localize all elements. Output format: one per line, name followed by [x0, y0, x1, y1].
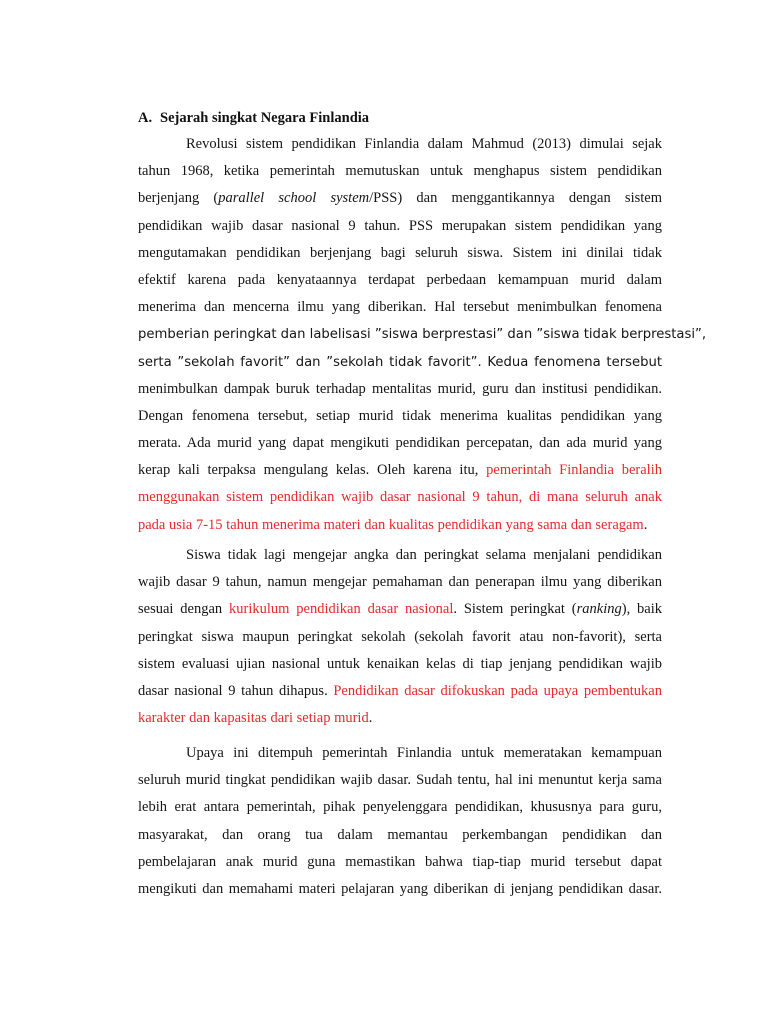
paragraph-line: [138, 457, 662, 484]
text-run: kerap kali terpaksa mengulang kelas. Oleh karena itu,: [138, 462, 487, 479]
paragraph-line: menimbulkan dampak buruk terhadap mentalitas murid, guru dan institusi pendidikan.: [138, 380, 662, 397]
highlighted-text: pada usia 7-15 tahun menerima materi dan kualitas pendidikan yang sama dan seragam: [138, 516, 644, 533]
paragraph-3: [138, 740, 662, 903]
paragraph-line: mengikuti dan memahami materi pelajaran yang diberikan di jenjang pendidikan dasar.: [138, 880, 662, 897]
section-number: A.: [138, 110, 153, 126]
paragraph-line: [138, 596, 662, 623]
text-run: dasar nasional 9 tahun dihapus.: [138, 682, 334, 699]
text-run: /PSS) dan menggantikannya dengan sistem: [369, 190, 662, 207]
highlighted-text: Pendidikan dasar difokuskan pada upaya pembentukan: [333, 682, 662, 699]
paragraph-line: masyarakat, dan orang tua dalam memantau perkembangan pendidikan dan: [138, 826, 662, 843]
paragraph-line: pemberian peringkat dan labelisasi ”siswa berprestasi” dan ”siswa tidak berprestasi”,: [138, 327, 707, 343]
paragraph-line: seluruh murid tingkat pendidikan wajib dasar. Sudah tentu, hal ini menuntut kerja sama: [138, 772, 662, 789]
italic-term: parallel school system: [218, 190, 370, 207]
paragraph-line: Revolusi sistem pendidikan Finlandia dalam Mahmud (2013) dimulai sejak: [186, 136, 662, 152]
paragraph-line: peringkat siswa maupun peringkat sekolah (sekolah favorit atau non-favorit), serta: [138, 628, 662, 645]
paragraph-line: Upaya ini ditempuh pemerintah Finlandia untuk memeratakan kemampuan: [186, 745, 662, 761]
text-run: ), baik: [621, 601, 663, 618]
paragraph-2: [138, 542, 662, 732]
paragraph-line: efektif karena pada kenyataannya terdapat perbedaan kemampuan murid dalam: [138, 271, 662, 288]
paragraph-line: [138, 512, 662, 539]
paragraph-1: [138, 131, 707, 539]
section-heading: [138, 110, 369, 127]
paragraph-line: merata. Ada murid yang dapat mengikuti pendidikan percepatan, dan ada murid yang: [138, 435, 662, 452]
paragraph-line: pembelajaran anak murid guna memastikan bahwa tiap-tiap murid tersebut dapat: [138, 853, 662, 870]
paragraph-line: pendidikan wajib dasar nasional 9 tahun. PSS merupakan sistem pendidikan yang: [138, 217, 662, 234]
text-run: berjenjang (: [138, 190, 219, 207]
italic-term: ranking: [576, 601, 622, 618]
paragraph-line: sistem evaluasi ujian nasional untuk kenaikan kelas di tiap jenjang pendidikan wajib: [138, 655, 662, 672]
paragraph-line: tahun 1968, ketika pemerintah memutuskan untuk menghapus sistem pendidikan: [138, 163, 662, 180]
highlighted-text: pemerintah Finlandia beralih: [486, 462, 662, 479]
text-run: .: [643, 516, 648, 533]
highlighted-line: menggunakan sistem pendidikan wajib dasar nasional 9 tahun, di mana seluruh anak: [138, 489, 662, 506]
highlighted-text: karakter dan kapasitas dari setiap murid: [138, 710, 369, 727]
paragraph-line: [138, 185, 662, 212]
paragraph-line: [138, 705, 662, 732]
paragraph-line: Dengan fenomena tersebut, setiap murid tidak menerima kualitas pendidikan yang: [138, 407, 662, 424]
text-run: sesuai dengan: [138, 601, 230, 618]
section-title: Sejarah singkat Negara Finlandia: [160, 110, 370, 126]
paragraph-line: serta ”sekolah favorit” dan ”sekolah tidak favorit”. Kedua fenomena tersebut: [138, 354, 662, 370]
highlighted-text: kurikulum pendidikan dasar nasional: [229, 601, 454, 618]
text-run: .: [368, 710, 373, 727]
paragraph-line: Siswa tidak lagi mengejar angka dan peringkat selama menjalani pendidikan: [186, 547, 662, 563]
paragraph-line: mengutamakan pendidikan berjenjang bagi seluruh siswa. Sistem ini dinilai tidak: [138, 244, 662, 261]
text-run: . Sistem peringkat (: [453, 601, 577, 618]
paragraph-line: menerima dan mencerna ilmu yang diberikan. Hal tersebut menimbulkan fenomena: [138, 299, 662, 316]
paragraph-line: [138, 678, 662, 705]
paragraph-line: lebih erat antara pemerintah, pihak penyelenggara pendidikan, khususnya para guru,: [138, 799, 662, 816]
paragraph-line: wajib dasar 9 tahun, namun mengejar pemahaman dan penerapan ilmu yang diberikan: [138, 574, 662, 591]
